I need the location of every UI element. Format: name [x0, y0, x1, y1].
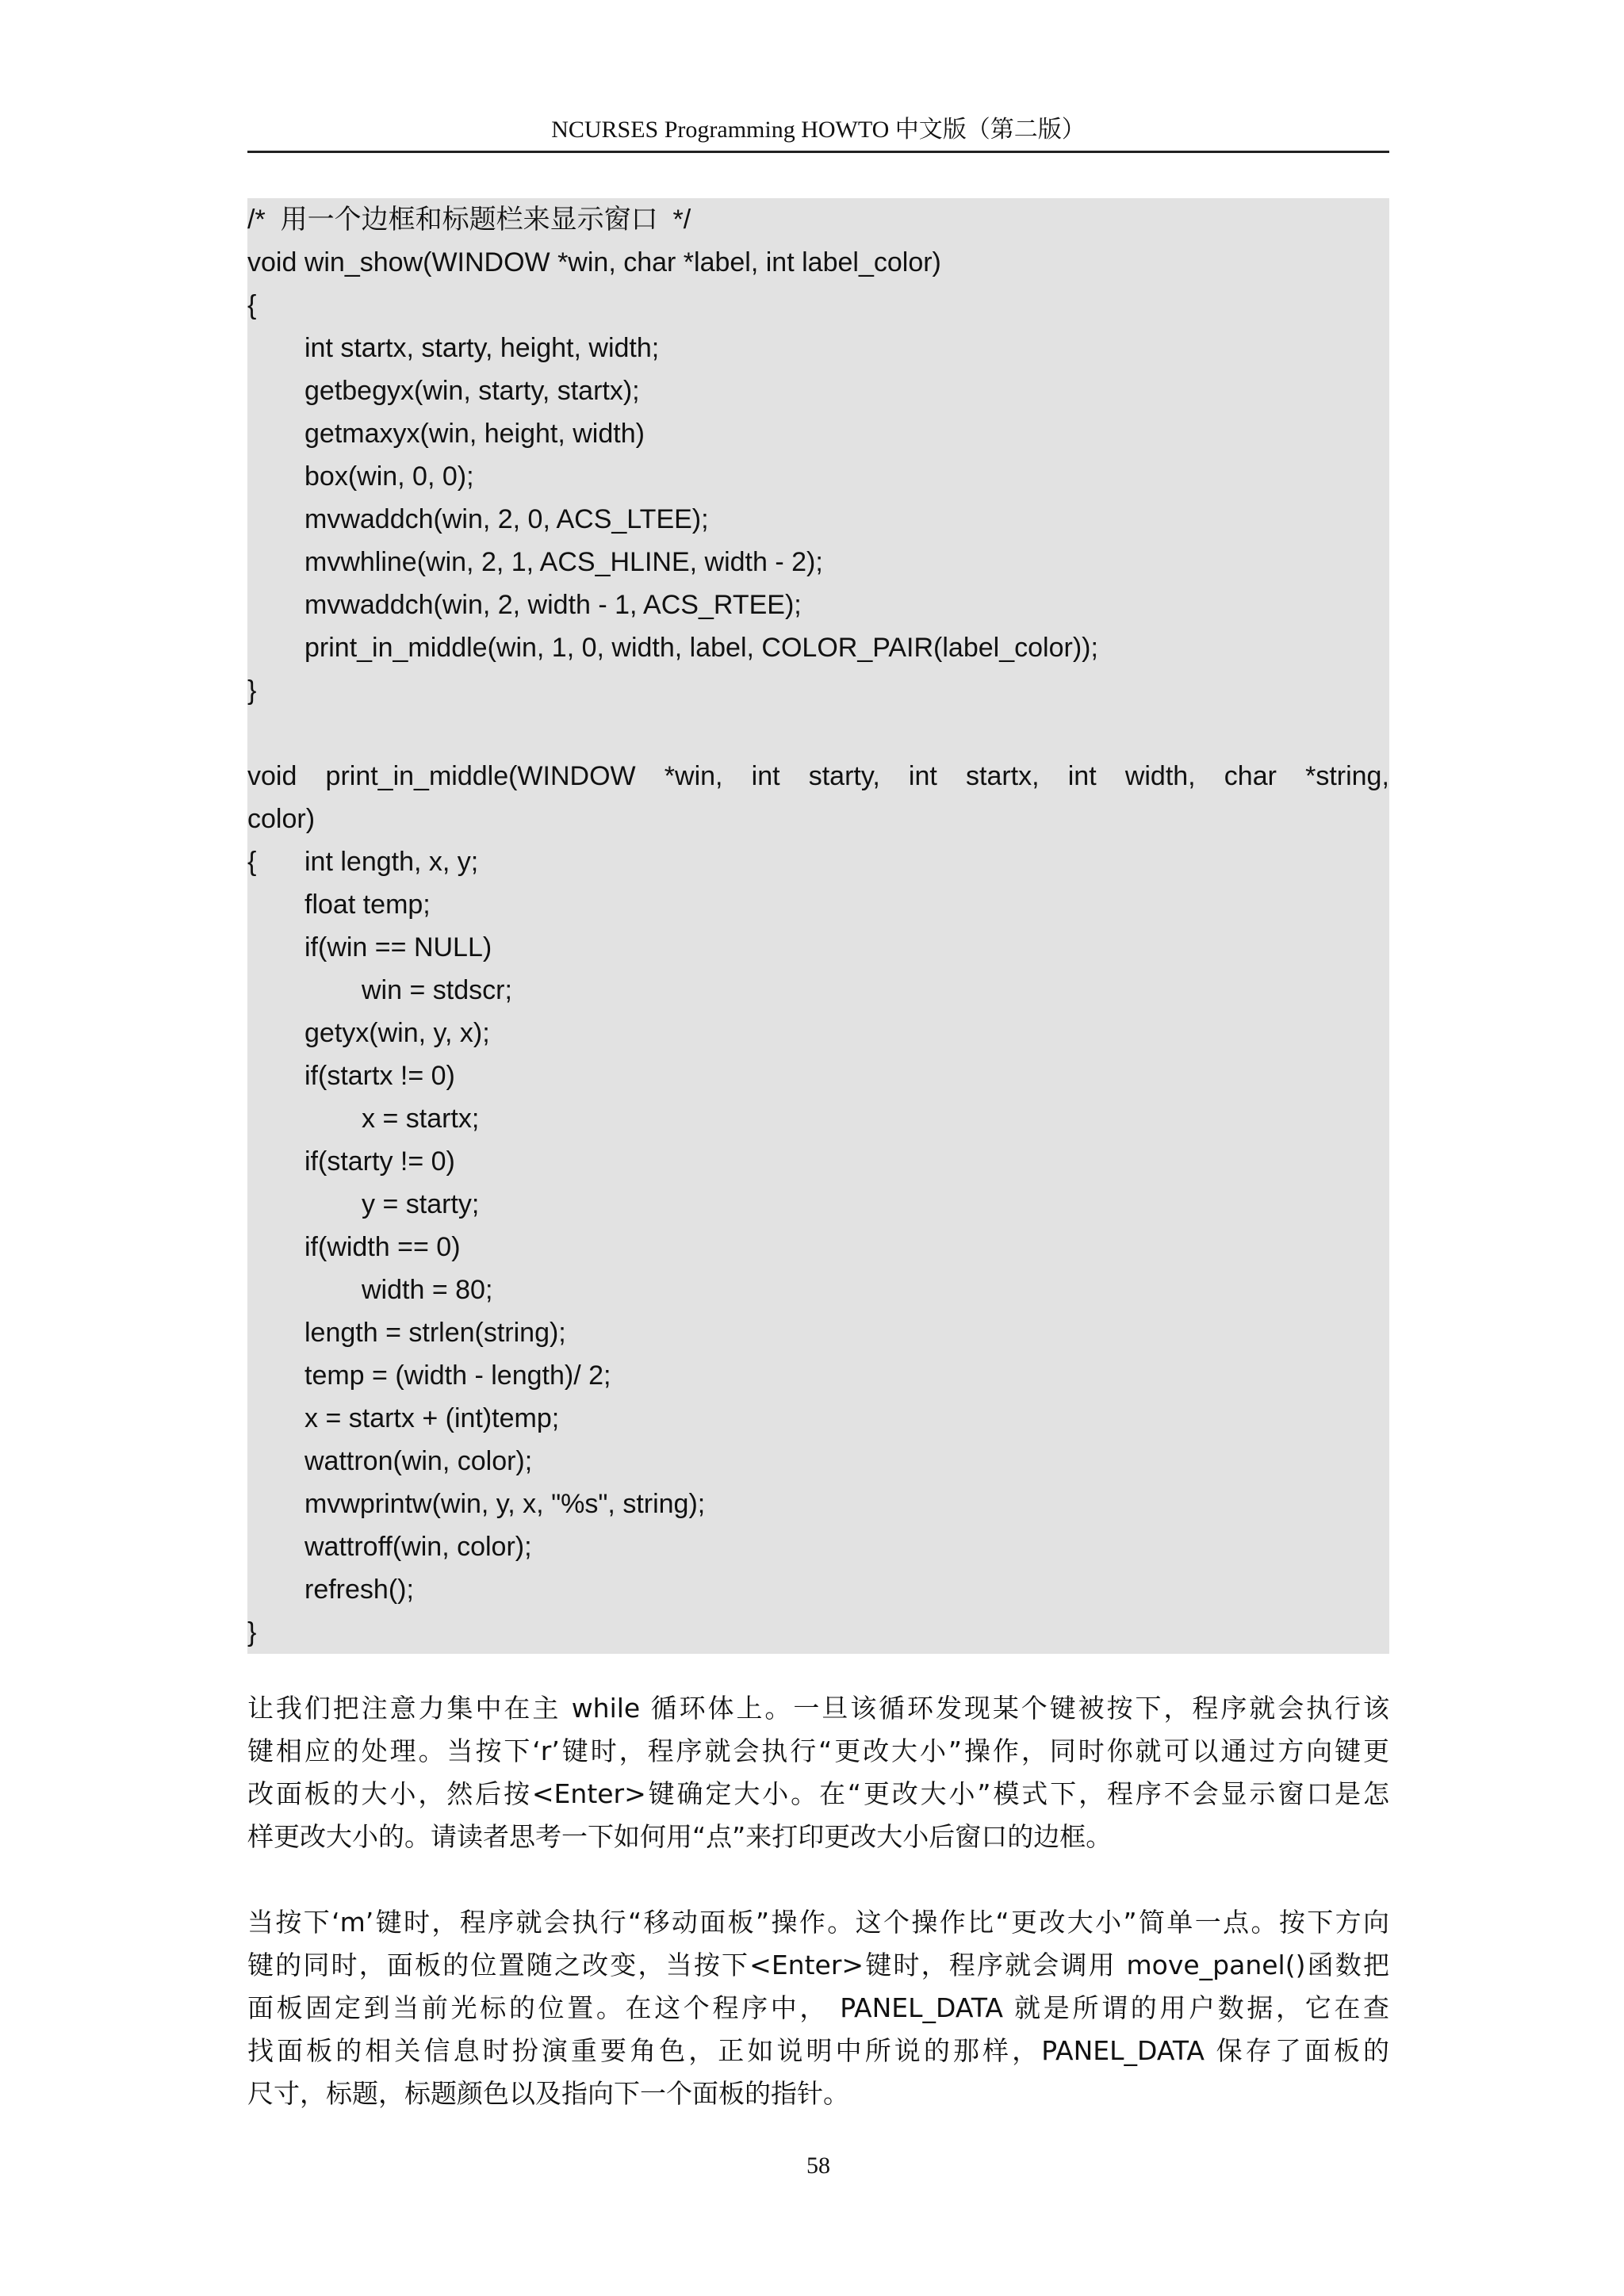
code-block — [247, 198, 1389, 1654]
code-line: wattroff(win, color); — [304, 1532, 532, 1562]
code-line: temp = (width - length)/ 2; — [304, 1360, 611, 1391]
code-line: mvwaddch(win, 2, 0, ACS_LTEE); — [304, 504, 709, 534]
code-line: if(starty != 0) — [304, 1146, 455, 1177]
code-line: /* 用一个边框和标题栏来显示窗口 */ — [247, 205, 691, 235]
code-line: if(win == NULL) — [304, 932, 492, 962]
code-token: starty, — [808, 761, 880, 791]
page-header-title: NCURSES Programming HOWTO 中文版（第二版） — [551, 117, 1086, 143]
code-line: if(width == 0) — [304, 1232, 461, 1262]
code-line: width = 80; — [362, 1275, 493, 1305]
code-token: void — [247, 761, 297, 791]
paragraph-line: 样更改大小的。请读者思考一下如何用“点”来打印更改大小后窗口的边框。 — [247, 1821, 1113, 1852]
paragraph-line: 让我们把注意力集中在主 while 循环体上。一旦该循环发现某个键被按下，程序就会执行该 — [247, 1693, 1389, 1724]
code-line: length = strlen(string); — [304, 1318, 566, 1348]
code-line: { — [247, 847, 257, 877]
code-line: print_in_middle(win, 1, 0, width, label, COLOR_PAIR(label_color)); — [304, 633, 1098, 663]
code-token: *win, — [664, 761, 723, 791]
paragraph-line: 键相应的处理。当按下‘r’键时，程序就会执行“更改大小”操作，同时你就可以通过方向键更 — [247, 1735, 1389, 1766]
code-line-wrapped — [247, 755, 1389, 798]
paragraph-line: 改面板的大小，然后按<Enter>键确定大小。在“更改大小”模式下，程序不会显示窗口是怎 — [247, 1778, 1389, 1809]
code-line: } — [247, 675, 257, 706]
paragraph-line: 键的同时，面板的位置随之改变，当按下<Enter>键时，程序就会调用 move_panel()函数把 — [247, 1950, 1389, 1980]
code-token: startx, — [966, 761, 1040, 791]
code-line: wattron(win, color); — [304, 1446, 533, 1476]
header-divider — [247, 151, 1389, 153]
code-line: x = startx; — [362, 1104, 480, 1134]
code-line: win = stdscr; — [362, 975, 512, 1005]
paragraph-line: 找面板的相关信息时扮演重要角色，正如说明中所说的那样，PANEL_DATA 保存了面板的 — [247, 2035, 1389, 2066]
code-line: int startx, starty, height, width; — [304, 333, 660, 363]
code-line: void win_show(WINDOW *win, char *label, int label_color) — [247, 247, 941, 277]
code-token: int — [751, 761, 780, 791]
code-line: getyx(win, y, x); — [304, 1018, 490, 1048]
code-token: int — [1067, 761, 1097, 791]
code-line: } — [247, 1617, 257, 1647]
page-number: 58 — [806, 2152, 830, 2179]
paragraph-line: 面板固定到当前光标的位置。在这个程序中， PANEL_DATA 就是所谓的用户数据，它在查 — [247, 1992, 1389, 2023]
code-token: *string, — [1305, 761, 1389, 791]
code-token: char — [1224, 761, 1277, 791]
paragraph-line: 尺寸，标题，标题颜色以及指向下一个面板的指针。 — [247, 2078, 849, 2109]
code-token: width, — [1124, 761, 1196, 791]
code-line: box(win, 0, 0); — [304, 461, 474, 492]
code-line: mvwprintw(win, y, x, "%s", string); — [304, 1489, 706, 1519]
code-line: if(startx != 0) — [304, 1061, 455, 1091]
code-line: color) — [247, 804, 316, 834]
code-line: x = startx + (int)temp; — [304, 1403, 560, 1433]
code-token: print_in_middle(WINDOW — [325, 761, 636, 791]
code-line: y = starty; — [362, 1189, 480, 1219]
code-line: { — [247, 290, 257, 320]
code-line: float temp; — [304, 890, 431, 920]
code-line: int length, x, y; — [304, 847, 479, 877]
code-line: refresh(); — [304, 1575, 414, 1605]
code-token: int — [908, 761, 937, 791]
code-line: mvwaddch(win, 2, width - 1, ACS_RTEE); — [304, 590, 802, 620]
code-line: getmaxyx(win, height, width) — [304, 419, 645, 449]
code-line: getbegyx(win, starty, startx); — [304, 376, 640, 406]
paragraph-line: 当按下‘m’键时，程序就会执行“移动面板”操作。这个操作比“更改大小”简单一点。按下方向 — [247, 1907, 1389, 1938]
code-line: mvwhline(win, 2, 1, ACS_HLINE, width - 2); — [304, 547, 823, 577]
